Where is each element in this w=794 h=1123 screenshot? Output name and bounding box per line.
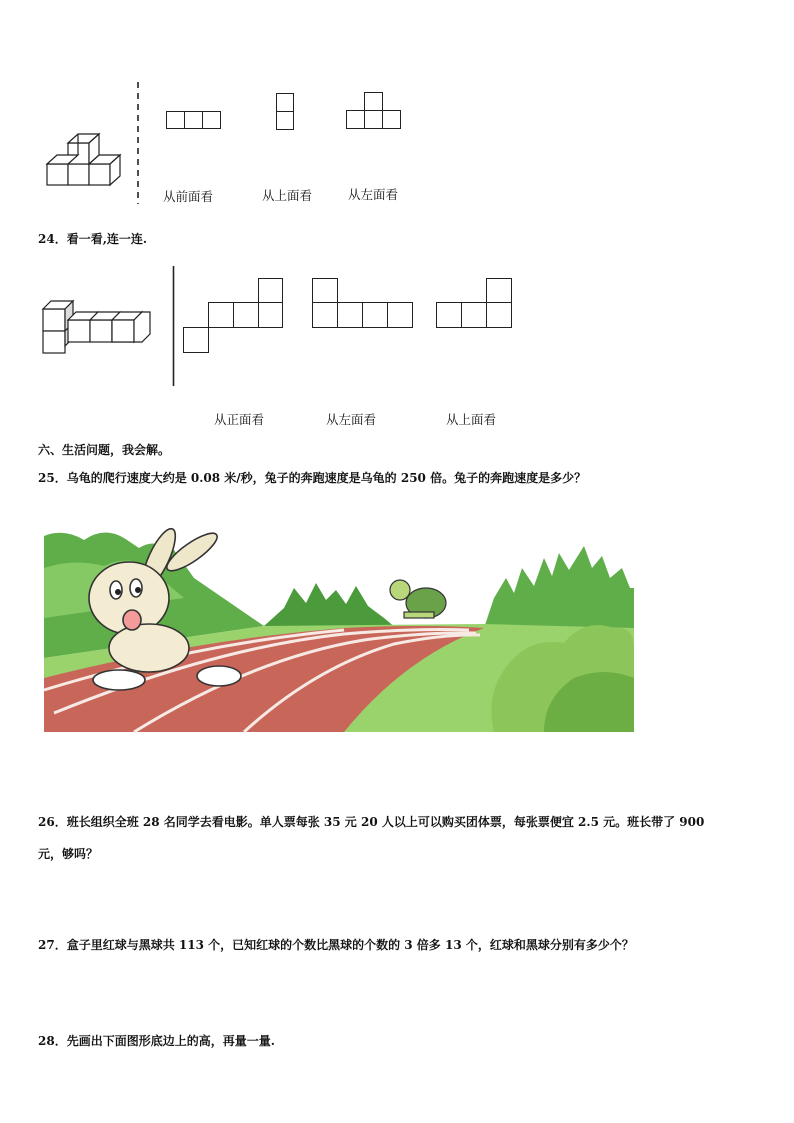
- question-24-title: 24．看一看,连一连.: [38, 232, 148, 246]
- view-grid-a: [183, 278, 283, 353]
- view-grid-front: [166, 111, 220, 129]
- question-25-text: 25．乌龟的爬行速度大约是 0.08 米/秒，兔子的奔跑速度是乌龟的 250 倍。兔子的奔跑速度是多少？: [38, 471, 587, 485]
- race-illustration: [44, 508, 634, 732]
- view-label-top: 从上面看: [262, 188, 313, 203]
- question-28-text: 28．先画出下面图形底边上的高，再量一量.: [38, 1034, 275, 1048]
- view-label-left: 从左面看: [348, 187, 399, 202]
- view-label-front: 从前面看: [163, 189, 214, 204]
- section-6-title: 六、生活问题，我会解。: [38, 443, 171, 457]
- question-26-line-2: 元，够吗？: [38, 847, 99, 861]
- question-26-line-1: 26．班长组织全班 28 名同学去看电影。单人票每张 35 元 20 人以上可以购买团体票，每张票便宜 2.5 元。班长带了 900: [38, 815, 705, 829]
- cube-stack-figure-2: [40, 298, 155, 356]
- view-grid-b: [312, 278, 413, 328]
- question-27-text: 27．盒子里红球与黑球共 113 个，已知红球的个数比黑球的个数的 3 倍多 13 个，红球和黑球分别有多少个？: [38, 938, 634, 952]
- solid-divider: [172, 266, 175, 386]
- view-label-left-2: 从左面看: [326, 412, 377, 427]
- view-grid-top: [276, 93, 294, 129]
- cube-stack-figure-1: [40, 128, 130, 190]
- dashed-divider: [136, 82, 140, 204]
- view-grid-c: [436, 278, 512, 328]
- view-label-front-2: 从正面看: [214, 412, 265, 427]
- view-label-top-2: 从上面看: [446, 412, 497, 427]
- view-grid-left: [346, 92, 402, 129]
